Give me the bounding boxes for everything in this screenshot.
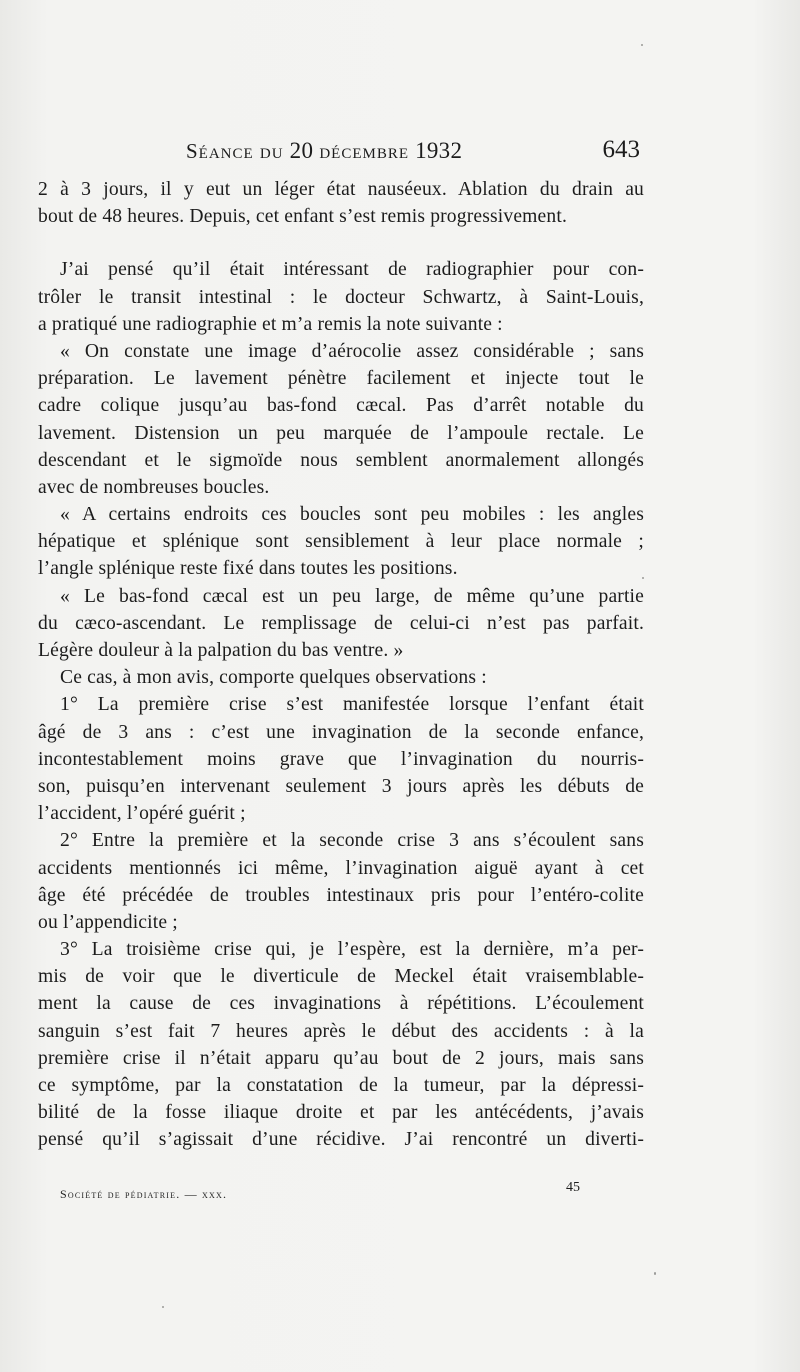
text-line: sanguin s’est fait 7 heures après le début des accidents : à la [38,1020,644,1042]
text-line: incontestablement moins grave que l’invagination du nourris- [38,748,644,770]
text-line: « On constate une image d’aérocolie assez considérable ; sans [60,340,644,362]
text-line: descendant et le sigmoïde nous semblent anormalement allongés [38,449,644,471]
text-line: « Le bas-fond cæcal est un peu large, de même qu’une partie [60,585,644,607]
text-line: 2 à 3 jours, il y eut un léger état nauséeux. Ablation du drain au [38,179,644,200]
text-line: préparation. Le lavement pénètre facilement et injecte tout le [38,368,644,390]
text-line: ment la cause de ces invaginations à répétitions. L’écoulement [38,993,644,1015]
text-line: 3° La troisième crise qui, je l’espère, est la dernière, m’a per- [60,939,644,961]
text-line: 1° La première crise s’est manifestée lorsque l’enfant était [60,694,644,716]
text-line: avec de nombreuses boucles. [38,476,270,498]
paper-speck [642,577,644,579]
title-prefix: Séance du [186,139,284,163]
text-line: accidents mentionnés ici même, l’invagination aiguë ayant à cet [38,857,644,879]
text-line: pensé qu’il s’agissait d’une récidive. J’ai rencontré un diverti- [38,1129,644,1151]
text-line: a pratiqué une radiographie et m’a remis la note suivante : [38,313,503,335]
text-line: l’accident, l’opéré guérit ; [38,803,246,825]
text-line: lavement. Distension un peu marquée de l’ampoule rectale. Le [38,422,644,444]
text-line: ce symptôme, par la constatation de la tumeur, par la dépressi- [38,1075,644,1096]
text-line: son, puisqu’en intervenant seulement 3 jours après les débuts de [38,775,644,797]
text-line: bilité de la fosse iliaque droite et par les antécédents, j’avais [38,1102,644,1124]
page-number: 643 [602,136,640,163]
title-day: 20 [289,138,314,163]
text-line: âge été précédée de troubles intestinaux pris pour l’entéro-colite [38,884,644,906]
text-line: l’angle splénique reste fixé dans toutes les positions. [38,558,458,580]
body-text [38,176,644,1154]
text-line: Ce cas, à mon avis, comporte quelques observations : [60,667,487,689]
paper-speck [641,44,643,46]
text-line: trôler le transit intestinal : le docteur Schwartz, à Saint-Louis, [38,286,644,308]
paper-speck [654,1272,656,1275]
title-year: 1932 [415,138,463,163]
text-line: mis de voir que le diverticule de Meckel était vraisemblable- [38,966,644,988]
signature-mark: 45 [566,1180,580,1195]
running-title [186,138,462,164]
text-line: 2° Entre la première et la seconde crise 3 ans s’écoulent sans [60,830,644,852]
paragraph-gap [38,230,644,256]
text-line: du cæco-ascendant. Le remplissage de celui-ci n’est pas parfait. [38,612,644,634]
text-line: ou l’appendicite ; [38,911,178,933]
title-month: décembre [319,139,410,163]
text-line: J’ai pensé qu’il était intéressant de radiographier pour con- [60,259,644,281]
text-line: hépatique et splénique sont sensiblement à leur place normale ; [38,531,644,553]
text-line: bout de 48 heures. Depuis, cet enfant s’est remis progressivement. [38,206,567,228]
text-line: « A certains endroits ces boucles sont peu mobiles : les angles [60,504,644,526]
text-line: première crise il n’était apparu qu’au bout de 2 jours, mais sans [38,1047,644,1069]
paper-speck [162,1306,164,1308]
text-line: Légère douleur à la palpation du bas ventre. » [38,640,404,661]
footer-publication: Société de pédiatrie. — xxx. [60,1187,228,1201]
running-header [38,130,640,166]
page-footer [38,1180,644,1210]
text-line: âgé de 3 ans : c’est une invagination de la seconde enfance, [38,721,644,743]
text-line: cadre colique jusqu’au bas-fond cæcal. Pas d’arrêt notable du [38,395,644,417]
